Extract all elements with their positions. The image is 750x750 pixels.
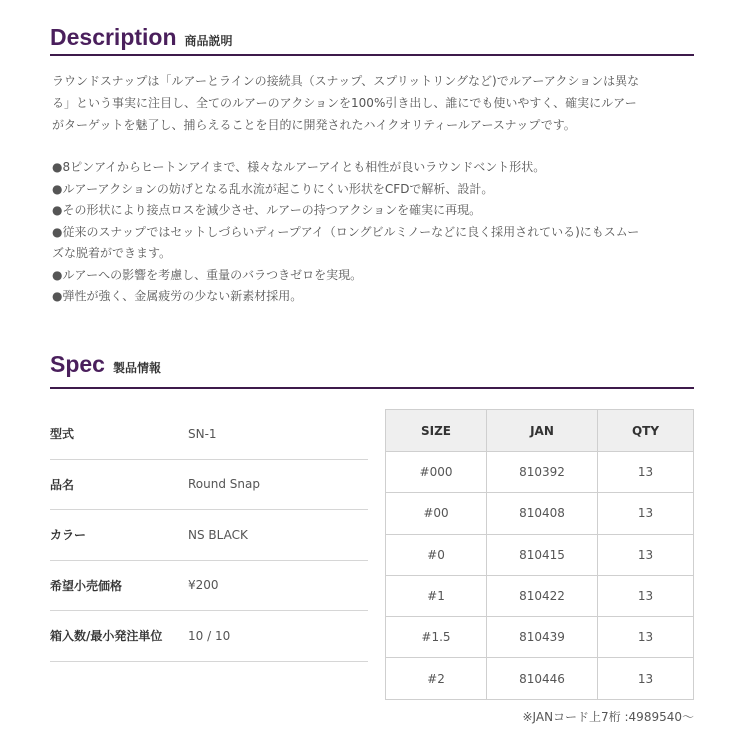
spec-row-box-quantity: [50, 611, 368, 662]
feature-item: ●ルアーへの影響を考慮し、重量のバラつきゼロを実現。: [52, 267, 363, 282]
spec-label: 品名: [50, 477, 75, 492]
spec-label: 箱入数/最小発注単位: [50, 629, 163, 644]
spec-row-price: [50, 561, 368, 612]
size-cell: #1.5: [386, 617, 487, 658]
feature-item-continued: ズな脱着ができます。: [52, 246, 172, 260]
feature-list: [52, 157, 700, 308]
spec-label: カラー: [50, 528, 87, 543]
spec-value: 10 / 10: [188, 628, 231, 643]
table-row: [386, 534, 694, 575]
feature-item: ●その形状により接点ロスを減少させ、ルアーの持つアクションを確実に再現。: [52, 203, 482, 217]
spec-row-model: [50, 409, 368, 460]
table-header-row: [386, 410, 694, 452]
paragraph-line: がターゲットを魅了し、捕らえることを目的に開発されたハイクオリティールアースナップです。: [52, 118, 576, 132]
column-header-qty: QTY: [598, 410, 694, 452]
table-row: [386, 493, 694, 534]
spec-value: NS BLACK: [188, 527, 248, 542]
qty-cell: 13: [598, 534, 694, 575]
feature-item: ●ルアーアクションの妨げとなる乱水流が起こりにくい形状をCFDで解析、設計。: [52, 181, 494, 196]
description-subtitle: 商品説明: [184, 34, 233, 48]
spec-label: 型式: [50, 427, 75, 442]
spec-value: Round Snap: [188, 477, 260, 492]
jan-cell: 810408: [487, 493, 598, 534]
spec-value: SN-1: [188, 426, 217, 441]
table-row: [386, 452, 694, 493]
qty-cell: 13: [598, 617, 694, 658]
description-body: [52, 70, 700, 308]
description-paragraph: [52, 70, 700, 136]
size-cell: #00: [386, 493, 487, 534]
feature-item: ●弾性が強く、金属疲労の少ない新素材採用。: [52, 289, 303, 303]
spec-row-color: [50, 510, 368, 561]
table-row: [386, 575, 694, 616]
jan-cell: 810422: [487, 575, 598, 616]
qty-cell: 13: [598, 575, 694, 616]
spec-subtitle: 製品情報: [112, 361, 161, 375]
paragraph-line: る」という事実に注目し、全てのルアーのアクションを100%引き出し、誰にでも使いやすく、確実にルアー: [52, 96, 637, 110]
table-row: [386, 658, 694, 699]
spec-value: ¥200: [188, 578, 219, 593]
size-cell: #1: [386, 575, 487, 616]
spec-title: Spec: [50, 351, 105, 377]
size-cell: #000: [386, 452, 487, 493]
jan-cell: 810439: [487, 617, 598, 658]
spec-header: [50, 351, 694, 389]
description-header: [50, 24, 694, 56]
jan-cell: 810446: [487, 658, 598, 699]
column-header-size: SIZE: [386, 410, 487, 452]
spec-list: [50, 409, 368, 662]
spec-label: 希望小売価格: [50, 578, 123, 593]
feature-item: ●8ピンアイからヒートンアイまで、様々なルアーアイとも相性が良いラウンドベント形状。: [52, 160, 546, 174]
size-cell: #0: [386, 534, 487, 575]
feature-item: ●従来のスナップではセットしづらいディープアイ（ロングビルミノーなどに良く採用されている)にもスムー: [52, 224, 640, 239]
table-row: [386, 617, 694, 658]
jan-cell: 810415: [487, 534, 598, 575]
qty-cell: 13: [598, 493, 694, 534]
qty-cell: 13: [598, 452, 694, 493]
size-table: [385, 409, 694, 700]
jan-cell: 810392: [487, 452, 598, 493]
spec-row-name: [50, 460, 368, 511]
paragraph-line: ラウンドスナップは「ルアーとラインの接続具（スナップ、スプリットリングなど)でルアーアクションは異な: [52, 74, 640, 88]
size-cell: #2: [386, 658, 487, 699]
qty-cell: 13: [598, 658, 694, 699]
description-title: Description: [50, 24, 177, 50]
jan-code-note: ※JANコード上7桁 :4989540～: [522, 710, 694, 724]
column-header-jan: JAN: [487, 410, 598, 452]
